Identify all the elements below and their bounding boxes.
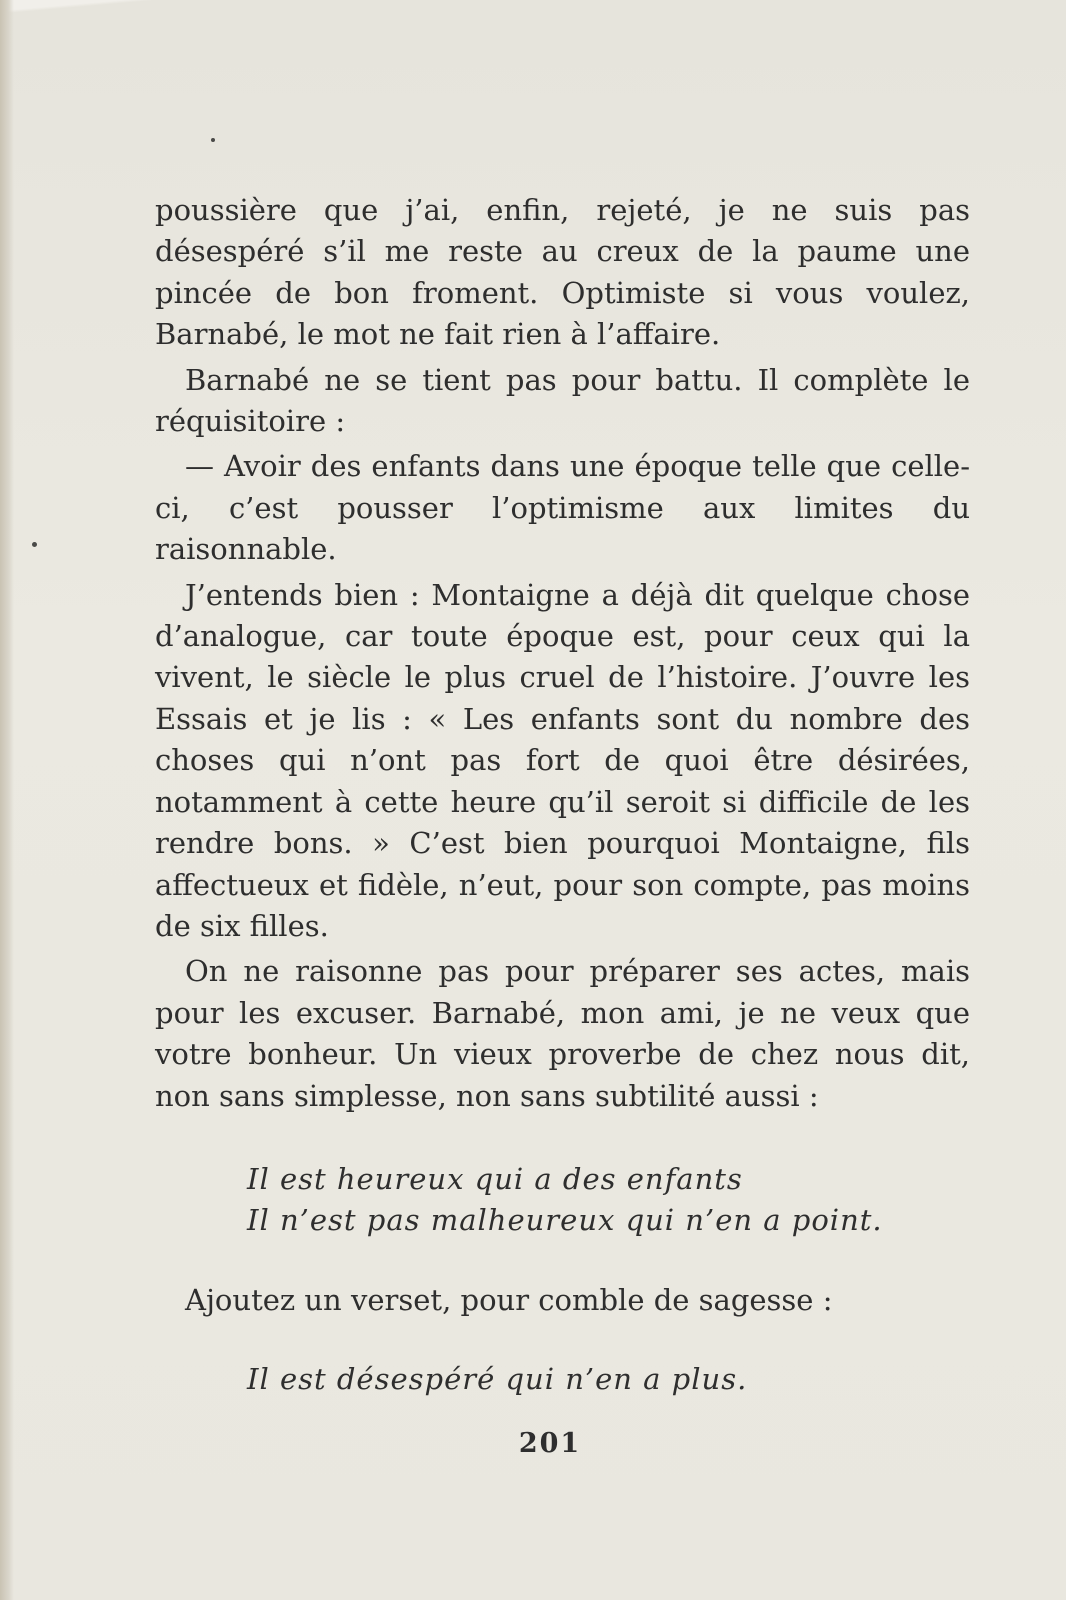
proverb-line: Il n’est pas malheureux qui n’en a point.	[247, 1203, 883, 1238]
closing-paragraph: Ajoutez un verset, pour comble de sagesse :	[185, 1282, 833, 1317]
paragraph-montaigne: J’entends bien : Montaigne a déjà dit quelque chose d’analogue, car toute époque est, pour ceux qui la vivent, le siècle le plus cruel de l’histoire. J’ouvre les Essais et je lis : « Les enfants sont du nombre des choses qui n’ont pas fort de quoi être désirées, notamment à cette heure qu’il seroit si difficile de les rendre bons. » C’est bien pourquoi Montaigne, fils affectueux et fidèle, n’eut, pour son compte, pas moins de six filles.	[155, 577, 970, 943]
page-number: 201	[518, 1428, 582, 1459]
paragraph: On ne raisonne pas pour préparer ses actes, mais pour les excuser. Barnabé, mon ami, je ne veux que votre bonheur. Un vieux proverbe de chez nous dit, non sans simplesse, non sans subtilité aussi :	[155, 954, 970, 1113]
paragraph: poussière que j’ai, enfin, rejeté, je ne suis pas désespéré s’il me reste au creux de la paume une pincée de bon froment. Optimiste si vous voulez, Barnabé, le mot ne fait rien à l’affaire.	[155, 193, 970, 352]
paragraph: — Avoir des enfants dans une époque telle que celle-ci, c’est pousser l’optimisme aux limites du raisonnable.	[155, 449, 970, 567]
page-gutter-shadow	[0, 0, 14, 1600]
closing-verse: Il est désespéré qui n’en a plus.	[247, 1362, 748, 1397]
spacer	[155, 1117, 970, 1159]
page-top-edge	[0, 0, 1066, 60]
paragraph: Barnabé ne se tient pas pour battu. Il complète le réquisitoire :	[155, 362, 970, 439]
ink-speck	[211, 138, 215, 142]
body-text	[155, 190, 970, 1401]
proverb-line: Il est heureux qui a des enfants	[247, 1161, 743, 1196]
ink-speck	[32, 542, 37, 547]
